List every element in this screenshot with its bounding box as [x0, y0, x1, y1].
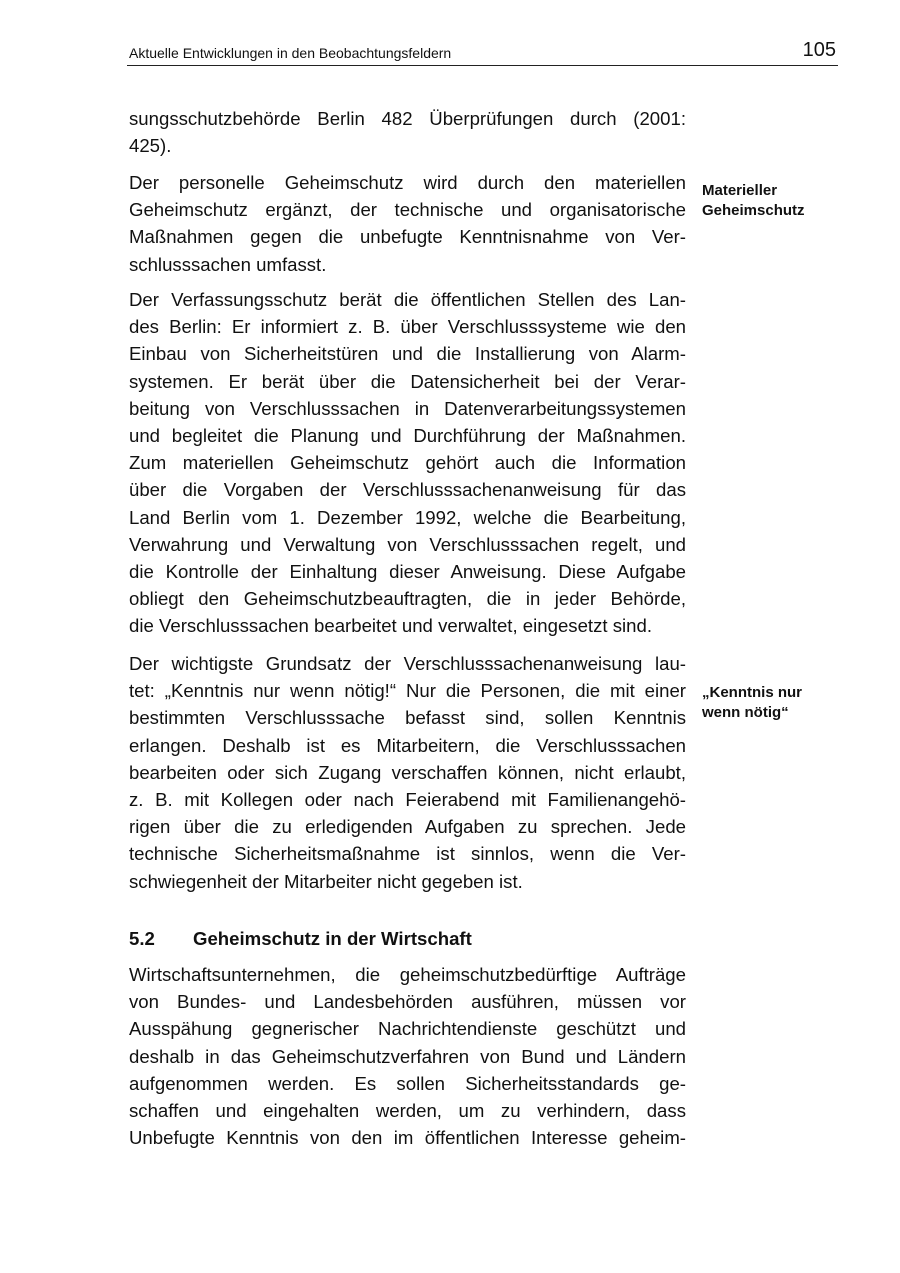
margin-note-line: „Kenntnis nur: [702, 684, 802, 701]
text-line: schlusssachen umfasst.: [129, 253, 327, 275]
text-line: Einbau von Sicherheitstüren und die Installierung von Alarm-: [129, 343, 686, 365]
text-line: Ausspähung gegnerischer Nachrichtendienste geschützt und: [129, 1018, 686, 1040]
text-line: Geheimschutz ergänzt, der technische und organisatorische: [129, 199, 686, 221]
section-number: 5.2: [129, 928, 155, 949]
text-line: deshalb in das Geheimschutzverfahren von Bund und Ländern: [129, 1045, 686, 1067]
text-line: 425).: [129, 135, 172, 157]
text-line: des Berlin: Er informiert z. B. über Verschlusssysteme wie den: [129, 316, 686, 338]
text-line: beitung von Verschlusssachen in Datenverarbeitungssystemen: [129, 397, 686, 419]
text-line: Der Verfassungsschutz berät die öffentlichen Stellen des Lan-: [129, 289, 686, 310]
text-line: tet: „Kenntnis nur wenn nötig!“ Nur die Personen, die mit einer: [129, 680, 686, 702]
text-line: aufgenommen werden. Es sollen Sicherheitsstandards ge-: [129, 1072, 686, 1094]
text-line: Unbefugte Kenntnis von den im öffentlichen Interesse geheim-: [129, 1127, 686, 1149]
text-line: über die Vorgaben der Verschlusssachenanweisung für das: [129, 479, 686, 501]
paragraph-3: [129, 286, 686, 639]
text-line: sungsschutzbehörde Berlin 482 Überprüfungen durch (2001:: [129, 108, 686, 129]
section-heading: [129, 928, 472, 950]
text-line: und begleitet die Planung und Durchführung der Maßnahmen.: [129, 424, 686, 446]
header-title: Aktuelle Entwicklungen in den Beobachtungsfeldern: [129, 45, 452, 61]
text-line: Zum materiellen Geheimschutz gehört auch die Information: [129, 452, 686, 474]
text-line: obliegt den Geheimschutzbeauftragten, die in jeder Behörde,: [129, 588, 686, 610]
text-line: bestimmten Verschlusssache befasst sind, sollen Kenntnis: [129, 707, 686, 729]
text-line: Land Berlin vom 1. Dezember 1992, welche die Bearbeitung,: [129, 506, 686, 528]
text-line: Der personelle Geheimschutz wird durch den materiellen: [129, 172, 686, 193]
text-line: die Verschlusssachen bearbeitet und verwaltet, eingesetzt sind.: [129, 615, 653, 637]
text-line: systemen. Er berät über die Datensicherheit bei der Verar-: [129, 370, 686, 392]
text-line: Verwahrung und Verwaltung von Verschlusssachen regelt, und: [129, 533, 686, 555]
text-line: z. B. mit Kollegen oder nach Feierabend mit Familienangehö-: [129, 788, 686, 810]
page-number: 105: [802, 39, 836, 61]
paragraph-4: [129, 650, 686, 895]
text-line: rigen über die zu erledigenden Aufgaben zu sprechen. Jede: [129, 816, 686, 838]
text-line: Der wichtigste Grundsatz der Verschlusssachenanweisung lau-: [129, 653, 686, 674]
text-line: Wirtschaftsunternehmen, die geheimschutzbedürftige Aufträge: [129, 964, 686, 985]
paragraph-1: [129, 105, 686, 159]
paragraph-5: [129, 961, 686, 1151]
margin-note-kenntnis-nur-wenn-noetig: [702, 683, 802, 723]
running-header: [127, 40, 838, 66]
margin-note-materieller-geheimschutz: [702, 181, 805, 221]
section-title: Geheimschutz in der Wirtschaft: [193, 928, 472, 949]
text-line: schwiegenheit der Mitarbeiter nicht gegeben ist.: [129, 870, 523, 892]
text-line: von Bundes- und Landesbehörden ausführen, müssen vor: [129, 991, 686, 1013]
text-line: technische Sicherheitsmaßnahme ist sinnlos, wenn die Ver-: [129, 843, 686, 865]
margin-note-line: Materieller: [702, 182, 778, 199]
text-line: bearbeiten oder sich Zugang verschaffen können, nicht erlaubt,: [129, 761, 686, 783]
text-line: erlangen. Deshalb ist es Mitarbeitern, die Verschlusssachen: [129, 734, 686, 756]
text-line: schaffen und eingehalten werden, um zu verhindern, dass: [129, 1099, 686, 1121]
margin-note-line: wenn nötig“: [702, 704, 789, 721]
text-line: die Kontrolle der Einhaltung dieser Anweisung. Diese Aufgabe: [129, 560, 686, 582]
text-line: Maßnahmen gegen die unbefugte Kenntnisnahme von Ver-: [129, 226, 686, 248]
paragraph-2: [129, 169, 686, 278]
margin-note-line: Geheimschutz: [702, 202, 805, 219]
